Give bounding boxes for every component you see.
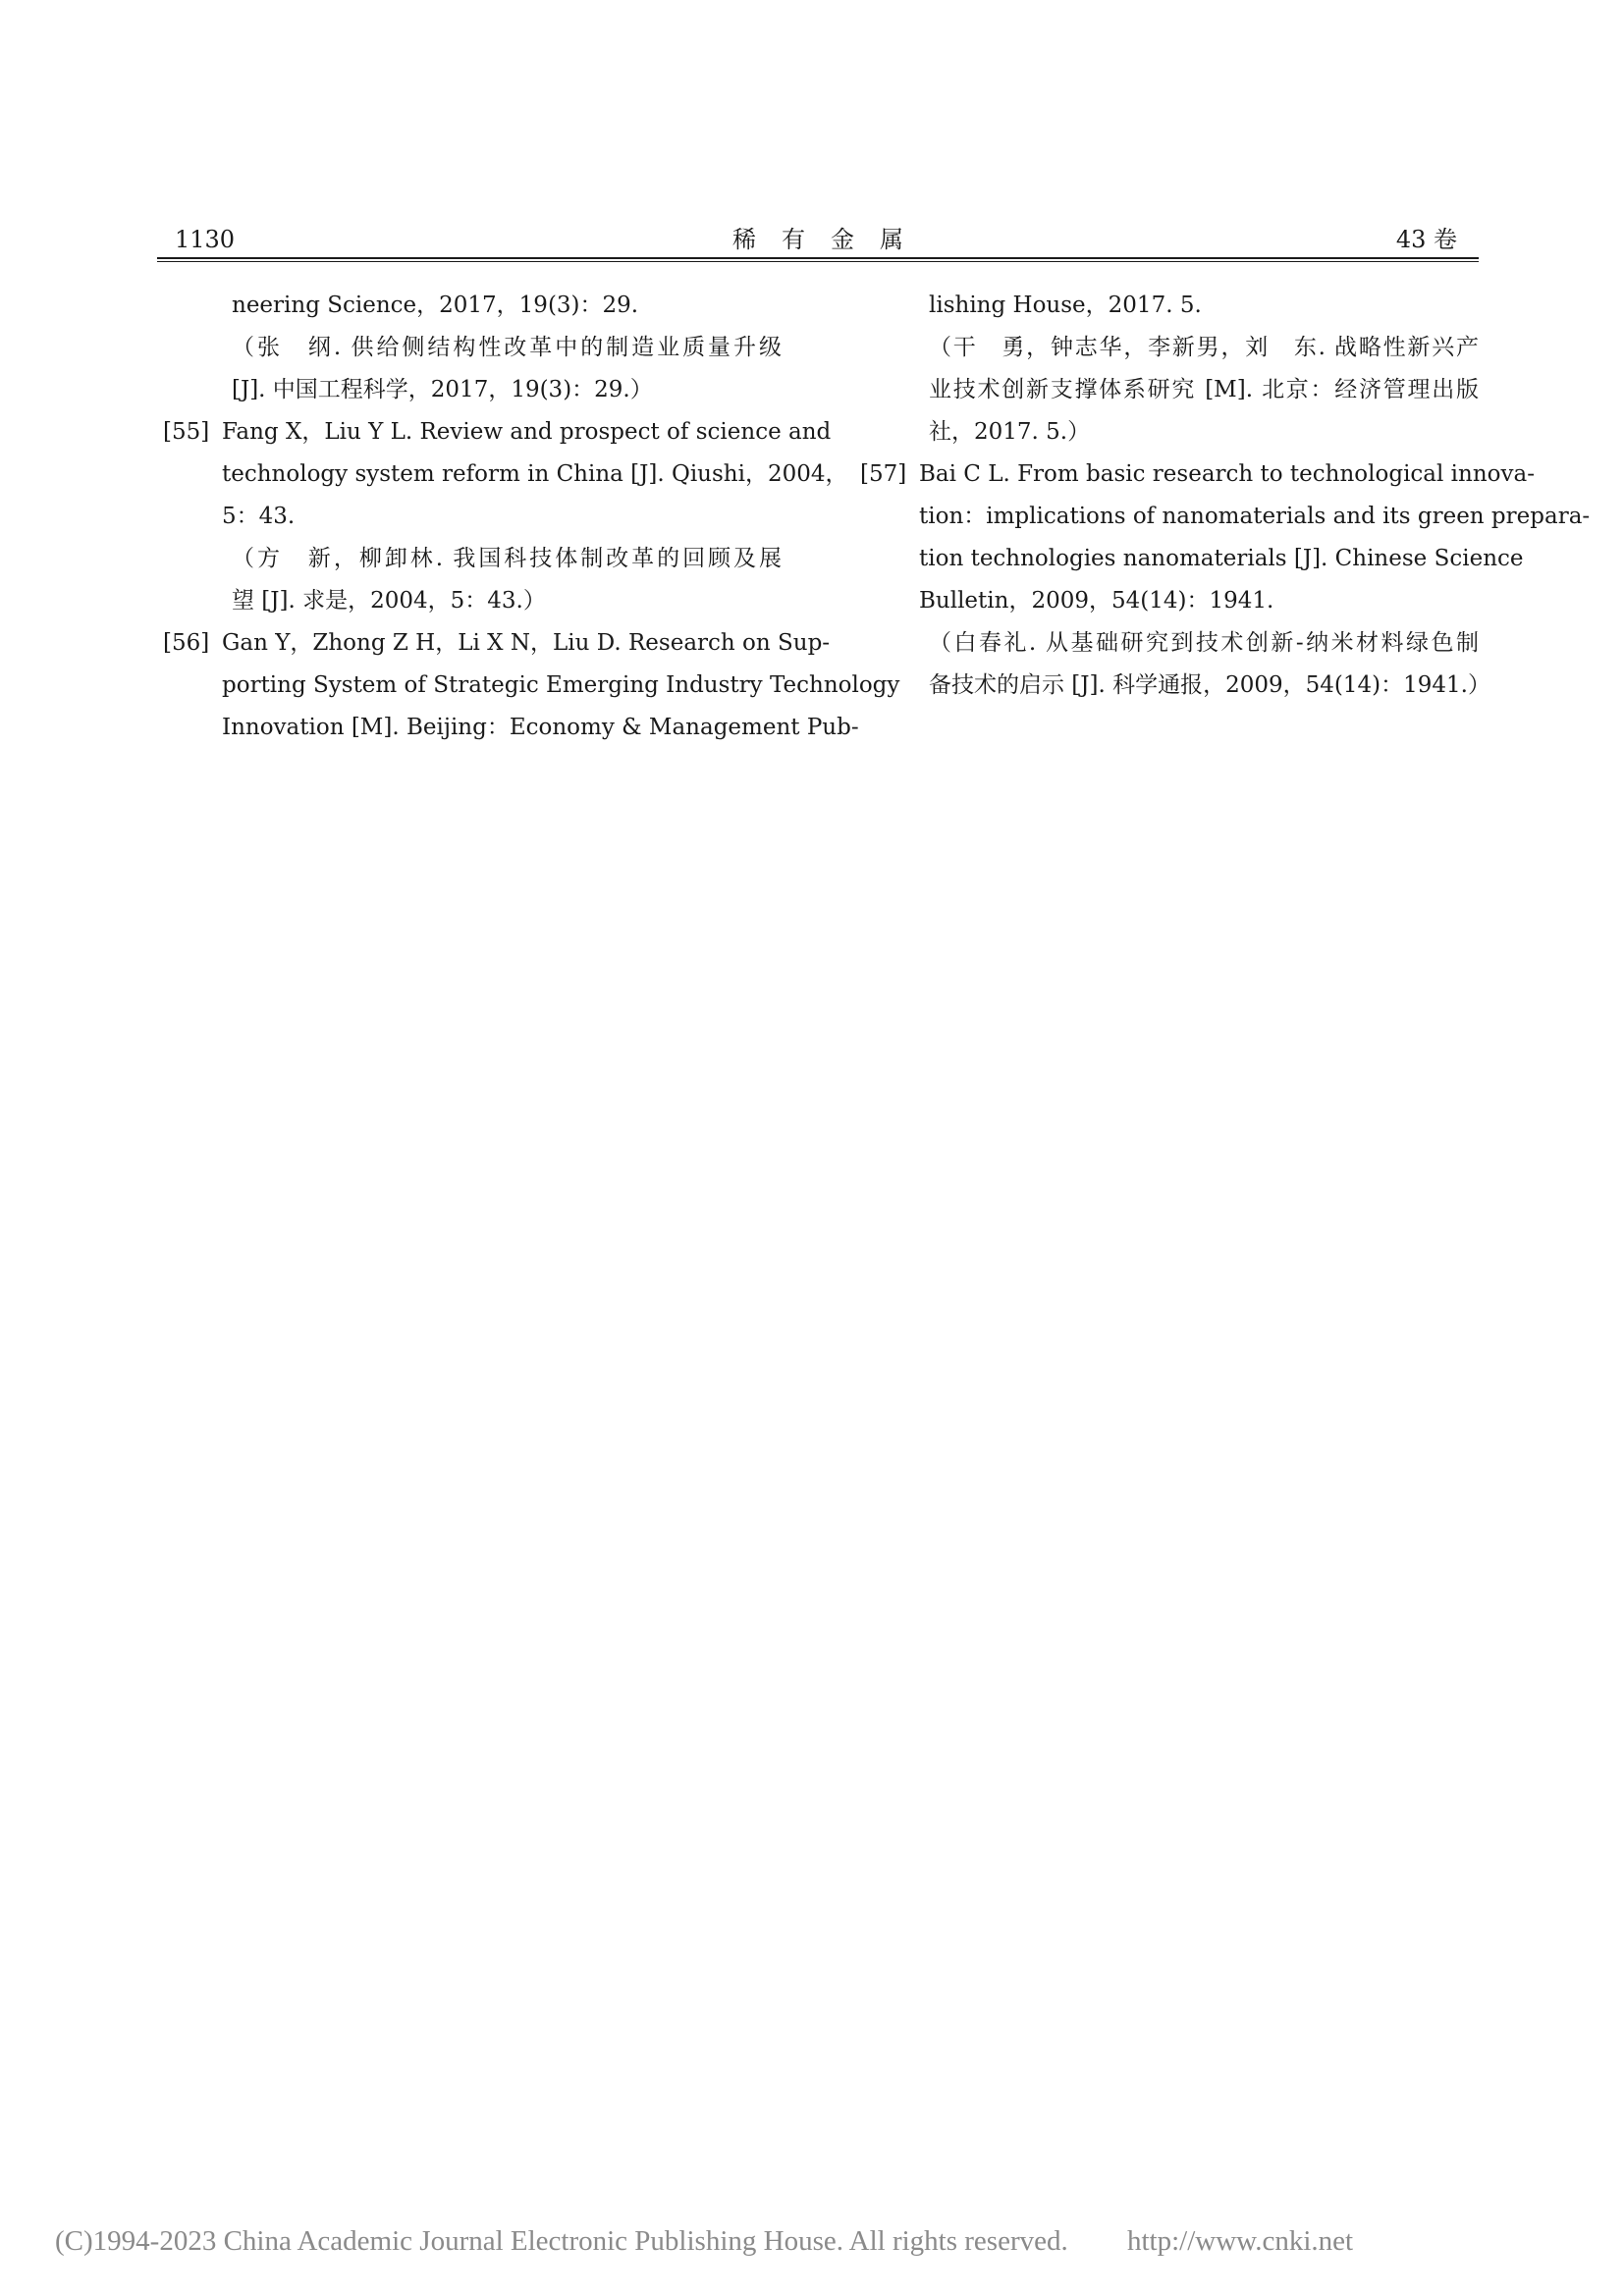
reference-chinese-translation: [222, 538, 782, 622]
reference-line: 业技术创新支撑体系研究 [M]. 北京：经济管理出版: [929, 377, 1479, 402]
reference-line: [J]. 中国工程科学，2017，19(3)：29.）: [232, 377, 653, 402]
header-rule-thick: [157, 257, 1479, 259]
reference-line: porting System of Strategic Emerging Industry Technology: [222, 672, 900, 698]
reference-entry: [163, 622, 900, 749]
reference-chinese-translation: [919, 622, 1490, 707]
reference-line: 望 [J]. 求是，2004，5：43.）: [232, 588, 546, 614]
reference-line: 社，2017. 5.）: [929, 419, 1091, 445]
reference-line: tion：implications of nanomaterials and its green prepara-: [919, 504, 1591, 529]
reference-entry: [860, 454, 1591, 707]
volume-label: 43 卷: [1395, 226, 1457, 253]
reference-english-text: [222, 411, 848, 538]
reference-chinese-translation: [919, 327, 1479, 454]
right-reference-column: [860, 285, 1591, 707]
reference-line: Bai C L. From basic research to technological innova-: [919, 461, 1535, 487]
reference-entry: [163, 411, 848, 622]
reference-line: Gan Y，Zhong Z H，Li X N，Liu D. Research on Sup-: [222, 630, 831, 656]
reference-line: （方 新，柳卸林. 我国科技体制改革的回顾及展: [232, 546, 782, 571]
header-rule-thin: [157, 261, 1479, 262]
page-number: 1130: [175, 226, 236, 253]
reference-line: 备技术的启示 [J]. 科学通报，2009，54(14)：1941.）: [929, 672, 1490, 698]
cnki-url-link[interactable]: http://www.cnki.net: [1127, 2225, 1354, 2257]
reference-english-text: [222, 285, 782, 327]
reference-line: 5：43.: [222, 504, 296, 529]
reference-line: Bulletin，2009，54(14)：1941.: [919, 588, 1274, 614]
reference-line: Innovation [M]. Beijing：Economy & Management Pub-: [222, 715, 859, 740]
reference-line: neering Science，2017，19(3)：29.: [232, 293, 639, 318]
reference-line: （干 勇，钟志华，李新男，刘 东. 战略性新兴产: [929, 335, 1479, 360]
reference-chinese-translation: [222, 327, 782, 411]
journal-title: 稀有金属: [732, 226, 929, 253]
reference-line: technology system reform in China [J]. Qiushi，2004，: [222, 461, 848, 487]
reference-line: （白春礼. 从基础研究到技术创新-纳米材料绿色制: [929, 630, 1479, 656]
copyright-text: (C)1994-2023 China Academic Journal Electronic Publishing House. All rights reserved.: [55, 2225, 1068, 2257]
running-header: [157, 220, 1479, 259]
reference-number: [55]: [163, 419, 210, 445]
reference-line: Fang X，Liu Y L. Review and prospect of science and: [222, 419, 832, 445]
reference-english-text: [919, 454, 1591, 622]
reference-english-text: [919, 285, 1479, 327]
reference-entry: [222, 285, 782, 411]
reference-line: tion technologies nanomaterials [J]. Chinese Science: [919, 546, 1524, 571]
reference-line: （张 纲. 供给侧结构性改革中的制造业质量升级: [232, 335, 782, 360]
reference-number: [57]: [860, 461, 907, 487]
reference-number: [56]: [163, 630, 210, 656]
reference-entry: [919, 285, 1479, 454]
reference-english-text: [222, 622, 900, 749]
reference-line: lishing House，2017. 5.: [929, 293, 1202, 318]
